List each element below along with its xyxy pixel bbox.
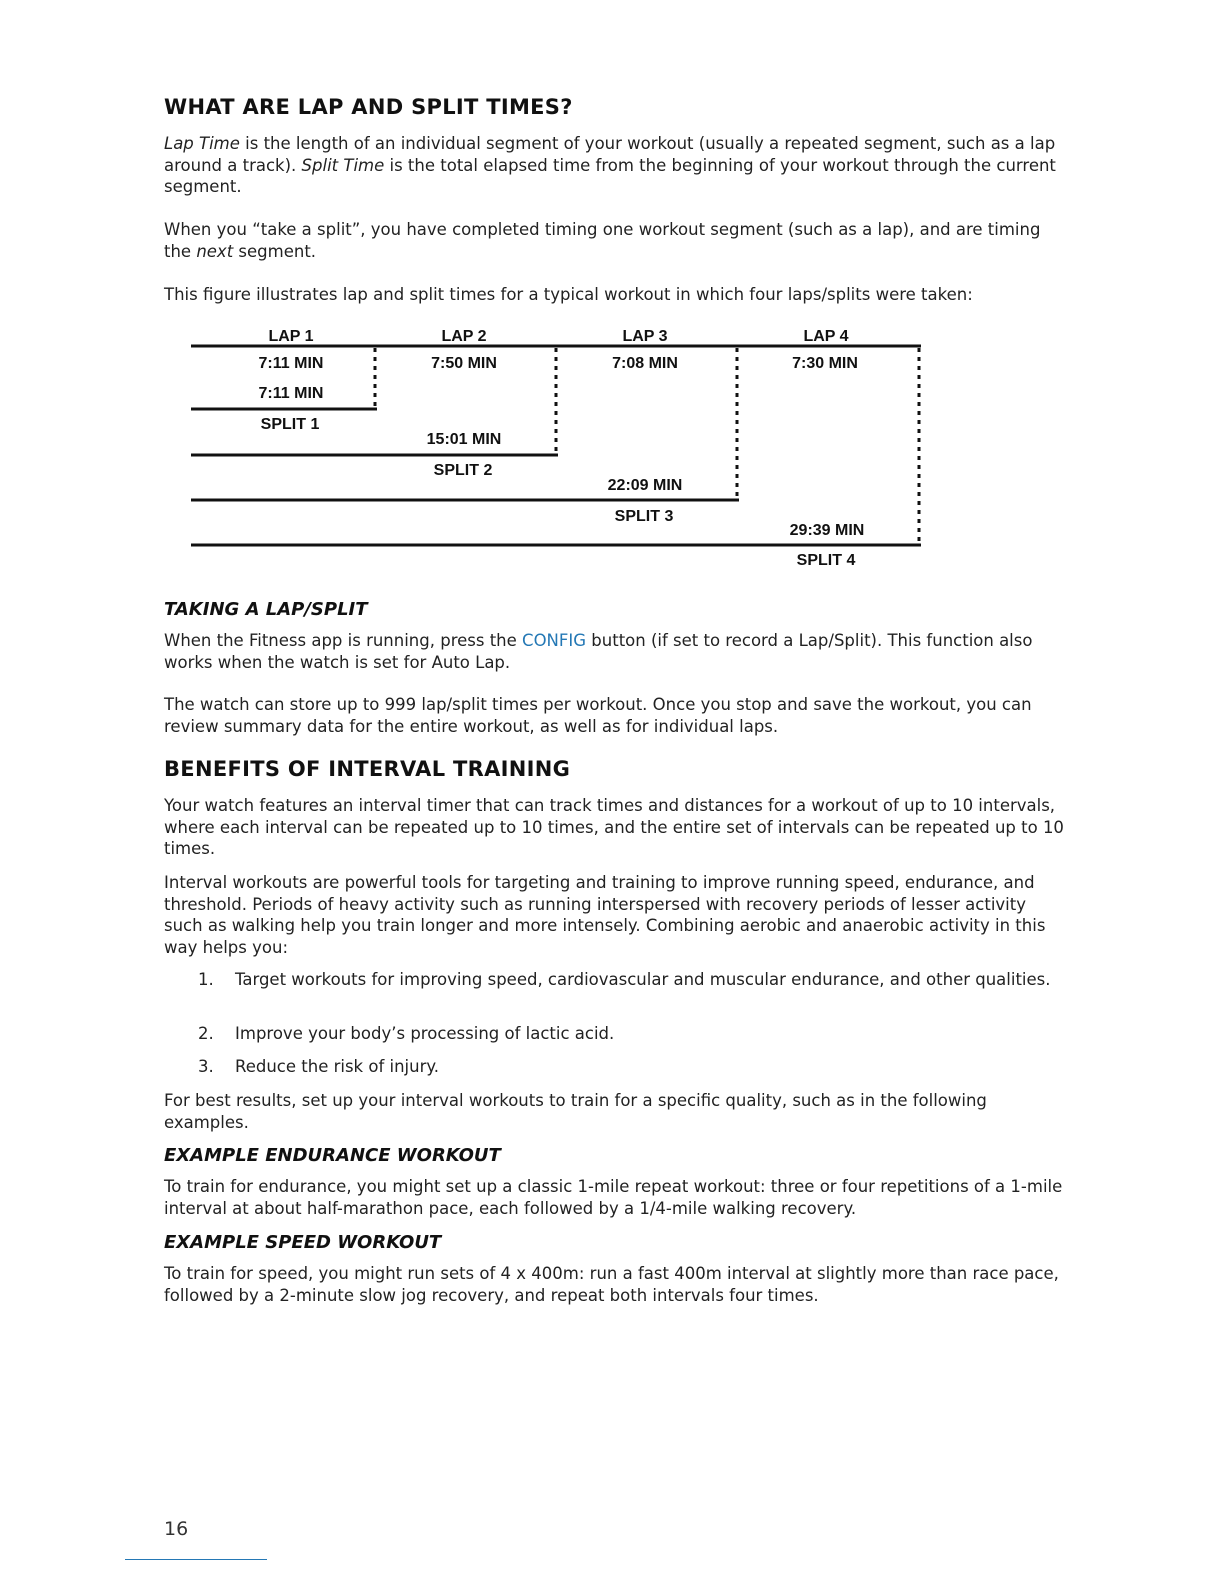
heading-endurance-workout: EXAMPLE ENDURANCE WORKOUT [164, 1145, 501, 1166]
emphasis-next: next [196, 241, 234, 261]
split-2-time: 15:01 MIN [426, 431, 502, 448]
split-4-time: 29:39 MIN [789, 522, 865, 539]
lap-2-label: LAP 2 [441, 328, 487, 345]
split-2-label: SPLIT 2 [433, 462, 493, 479]
footer-rule [125, 1559, 267, 1560]
config-button-reference: CONFIG [522, 631, 587, 650]
lap-split-figure [0, 0, 1224, 600]
lap-1-label: LAP 1 [268, 328, 314, 345]
paragraph-figure-intro: This figure illustrates lap and split times for a typical workout in which four laps/splits were taken: [164, 285, 973, 304]
paragraph-speed-workout: To train for speed, you might run sets of 4 x 400m: run a fast 400m interval at slightly more than race pace, followed by a 2-minute slow jog recovery, and repeat both intervals four times. [164, 1264, 1059, 1305]
list-item: Improve your body’s processing of lactic acid. [235, 1024, 615, 1043]
split-3-label: SPLIT 3 [614, 508, 674, 525]
list-item: Reduce the risk of injury. [235, 1057, 440, 1076]
heading-interval-training: BENEFITS OF INTERVAL TRAINING [164, 757, 571, 781]
split-4-label: SPLIT 4 [796, 552, 856, 569]
lap-4-time: 7:30 MIN [792, 355, 858, 372]
paragraph-storage-capacity: The watch can store up to 999 lap/split times per workout. Once you stop and save the workout, you can review summary data for the entire workout, as well as for individual laps. [164, 695, 1032, 736]
paragraph-interval-timer: Your watch features an interval timer that can track times and distances for a workout of up to 10 intervals, where each interval can be repeated up to 10 times, and the entire set of intervals can be repeated up to 10 times. [164, 796, 1064, 858]
lap-2-time: 7:50 MIN [431, 355, 497, 372]
term-lap-time: Lap Time [164, 134, 240, 153]
paragraph-interval-benefits: Interval workouts are powerful tools for targeting and training to improve running speed, endurance, and threshold. Periods of heavy activity such as running interspersed with recovery periods of lesser activity such as walking help you train longer and more intensely. Combining aerobic and anaerobic activity in this way helps you: [164, 873, 1046, 957]
lap-3-label: LAP 3 [622, 328, 668, 345]
split-1-time: 7:11 MIN [258, 385, 324, 402]
list-item-number: 2. [198, 1024, 214, 1043]
page-number: 16 [164, 1518, 189, 1540]
term-split-time: Split Time [301, 155, 385, 175]
lap-4-label: LAP 4 [803, 328, 849, 345]
paragraph-take-split: When you “take a split”, you have completed timing one workout segment (such as a lap), and are timing the next segment. [164, 220, 1041, 261]
paragraph-config-button: When the Fitness app is running, press the CONFIG button (if set to record a Lap/Split). This function also works when the watch is set for Auto Lap. [164, 631, 1033, 672]
list-item-number: 1. [198, 970, 214, 989]
paragraph-endurance-workout: To train for endurance, you might set up a classic 1-mile repeat workout: three or four repetitions of a 1-mile interval at about half-marathon pace, each followed by a 1/4-mile walking recovery. [164, 1177, 1063, 1218]
list-item: Target workouts for improving speed, cardiovascular and muscular endurance, and other qualities. [235, 970, 1051, 989]
paragraph-lap-time-definition: Lap Time is the length of an individual segment of your workout (usually a repeated segment, such as a lap around a track). Split Time is the total elapsed time from the beginning of your workout through the current segment. [164, 134, 1056, 196]
paragraph-best-results: For best results, set up your interval workouts to train for a specific quality, such as in the following examples. [164, 1091, 987, 1132]
split-1-label: SPLIT 1 [260, 416, 320, 433]
lap-1-time: 7:11 MIN [258, 355, 324, 372]
list-item-number: 3. [198, 1057, 214, 1076]
heading-speed-workout: EXAMPLE SPEED WORKOUT [164, 1232, 442, 1253]
heading-taking-lap-split: TAKING A LAP/SPLIT [164, 599, 368, 620]
lap-3-time: 7:08 MIN [612, 355, 678, 372]
split-3-time: 22:09 MIN [607, 477, 683, 494]
heading-lap-split-times: WHAT ARE LAP AND SPLIT TIMES? [164, 95, 573, 119]
